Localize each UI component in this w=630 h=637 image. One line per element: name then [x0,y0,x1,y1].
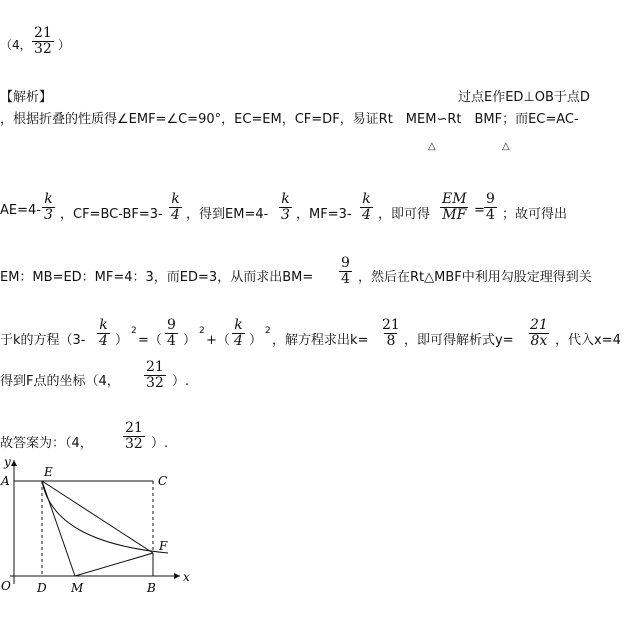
line5-text-2: ）. [172,374,190,389]
analysis-tag: 【解析】 [0,90,53,105]
line4-fraction-2: $\frac{9}{4}$ [167,317,176,349]
line4-text-2: ） [115,333,129,348]
line3-text-2: ，然后在Rt△MBF中利用勾股定理得到关 [358,270,592,285]
segment-MF [75,553,153,576]
line4-fraction-1: $\frac{k}{4}$ [99,317,108,349]
line2-fraction-5: $\frac{EM}{MF}$ [442,191,467,223]
hyperbola-curve [42,481,168,553]
header-prefix: （4， [0,38,32,52]
line4-fraction-5: $\frac{21}{8x}$ [530,317,548,349]
line4-fraction-4: $\frac{21}{8}$ [382,317,400,349]
line4-text-8: ，即可得解析式y= [404,333,514,348]
line4-text-9: ，代入x=4 [555,333,621,348]
line2-text-1: AE=4- [0,203,41,218]
line2-fraction-3: $\frac{k}{3}$ [281,191,290,223]
final-answer-fraction: $\frac{21}{32}$ [125,420,143,452]
label-F: F [159,539,168,553]
line4-exponent-3: 2 [265,326,271,336]
header-answer-fraction: $\frac{21}{32}$ [34,25,52,57]
analysis-line-1: ，根据折叠的性质得∠EMF=∠C=90°，EC=EM，CF=DF，易证Rt MEM∽Rt BMF；而EC=AC- [0,112,579,127]
header-suffix: ） [58,38,71,52]
line2-text-4: ，MF=3- [296,207,352,222]
segment-EF [42,481,153,553]
line4-exponent-2: 2 [199,326,205,336]
label-x: x [183,570,190,584]
label-C: C [158,474,168,488]
label-B: B [147,581,156,595]
line4-fraction-3: $\frac{k}{4}$ [234,317,243,349]
line2-text-2: ，CF=BC-BF=3- [60,207,163,222]
line2-fraction-1: $\frac{k}{3}$ [44,191,53,223]
line5-fraction-1: $\frac{21}{32}$ [146,359,164,391]
triangle-symbol-2: △ [502,141,510,152]
label-M: M [71,581,84,595]
analysis-right-note: 过点E作ED⊥OB于点D [458,90,590,105]
label-O: O [1,579,11,593]
line4-text-4: ） [183,333,197,348]
line4-text-6: ） [249,333,263,348]
line5-text-1: 得到F点的坐标（4， [0,374,120,389]
line2-text-7: ；故可得出 [502,207,568,222]
line3-text-1: EM：MB=ED：MF=4：3，而ED=3，从而求出BM= [0,270,314,285]
label-E: E [44,465,53,479]
triangle-symbol-1: △ [428,141,436,152]
line4-text-3: =（ [138,333,162,348]
line2-fraction-2: $\frac{k}{4}$ [171,191,180,223]
line2-text-5: ，即可得 [378,207,431,222]
final-answer-text-1: 故答案为：（4， [0,436,93,451]
label-A: A [1,474,10,488]
geometry-figure [0,452,200,602]
line2-fraction-6: $\frac{9}{4}$ [486,191,495,223]
line3-fraction-1: $\frac{9}{4}$ [341,255,350,287]
line2-text-3: ，得到EM=4- [186,207,269,222]
segment-EM [42,481,75,576]
line4-text-5: +（ [206,333,230,348]
line4-text-7: ，解方程求出k= [272,333,369,348]
final-answer-text-2: ）. [151,436,169,451]
line2-fraction-4: $\frac{k}{4}$ [362,191,371,223]
label-D: D [37,581,47,595]
line4-text-1: 于k的方程（3- [0,333,86,348]
line4-exponent-1: 2 [131,326,137,336]
line2-text-6: = [474,203,485,218]
label-y: y [4,455,11,469]
